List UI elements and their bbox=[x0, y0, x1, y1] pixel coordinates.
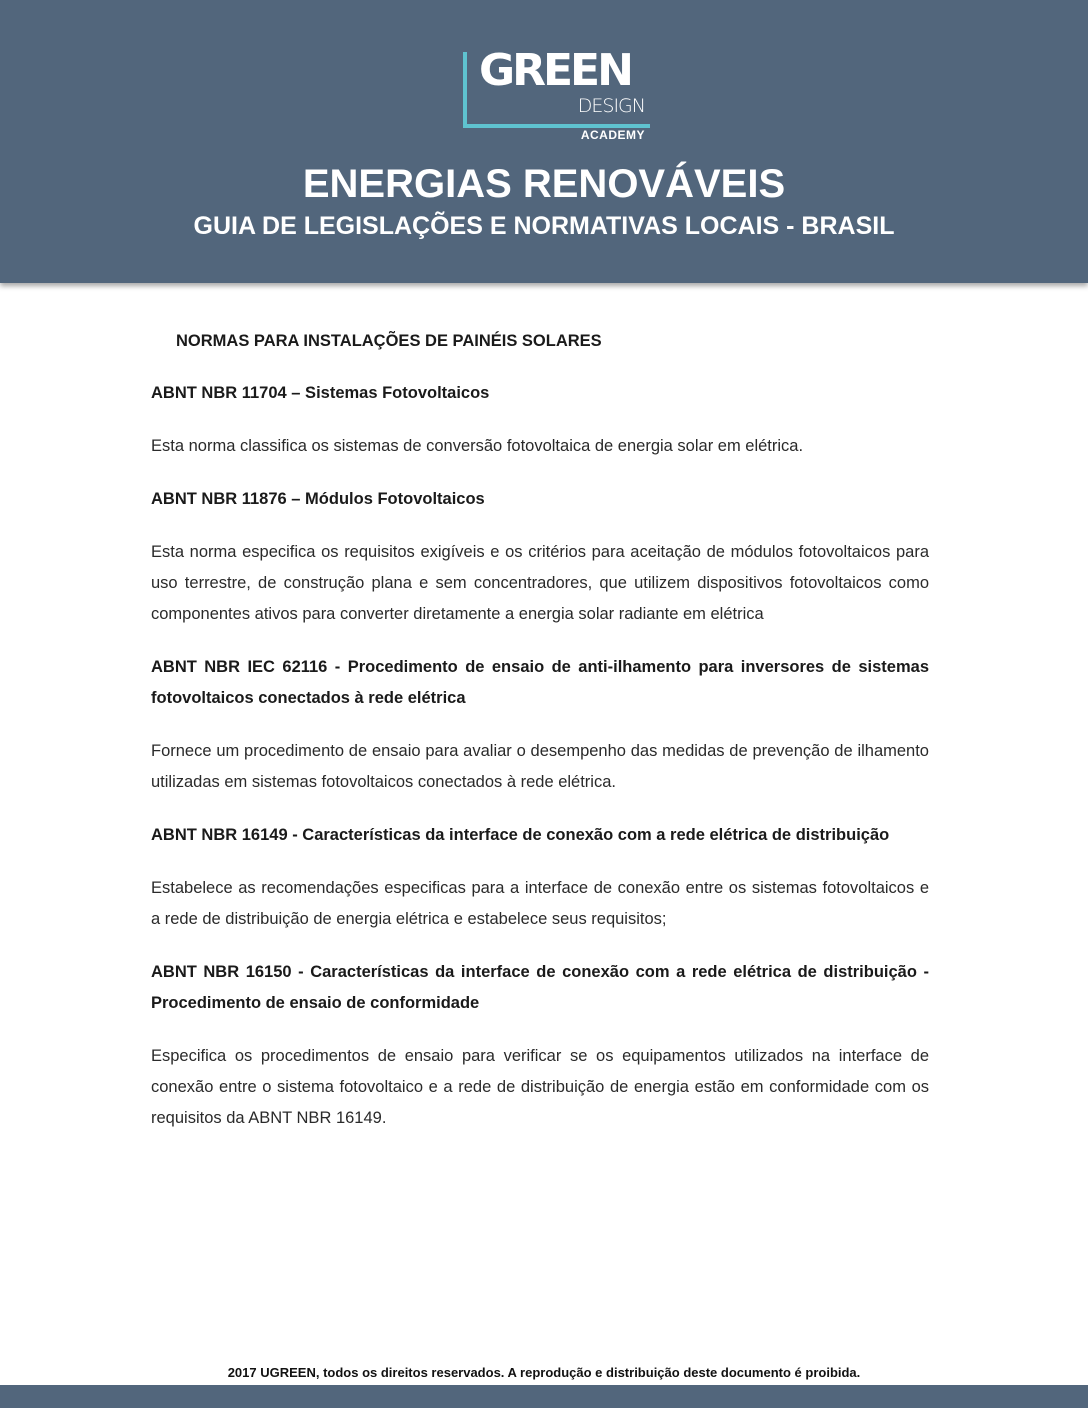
norm-description: Estabelece as recomendações especificas para a interface de conexão entre os sistemas fotovoltaicos e a rede de distribuição de energia elétrica e estabelece seus requisitos; bbox=[151, 879, 929, 928]
footer-band bbox=[0, 1385, 1088, 1408]
page-header bbox=[0, 0, 1088, 283]
section-title: NORMAS PARA INSTALAÇÕES DE PAINÉIS SOLARES bbox=[176, 332, 602, 350]
norm-item bbox=[151, 652, 929, 798]
logo-word-academy: ACADEMY bbox=[580, 128, 645, 142]
norm-title: ABNT NBR 11876 – Módulos Fotovoltaicos bbox=[151, 490, 485, 508]
norm-item bbox=[151, 484, 929, 630]
logo-accent-bar-vertical bbox=[463, 52, 467, 128]
logo-word-design: DESIGN bbox=[577, 95, 645, 117]
norm-title: ABNT NBR 16149 - Características da interface de conexão com a rede elétrica de distribuição bbox=[151, 826, 890, 844]
logo-word-green: GREEN bbox=[479, 45, 631, 96]
norm-item bbox=[151, 820, 929, 935]
norm-title: ABNT NBR 16150 - Características da interface de conexão com a rede elétrica de distribuição - Procedimento de ensaio de conformidade bbox=[151, 963, 929, 1012]
norm-item bbox=[151, 378, 929, 462]
norm-description: Esta norma classifica os sistemas de conversão fotovoltaica de energia solar em elétrica. bbox=[151, 437, 804, 455]
norm-title: ABNT NBR IEC 62116 - Procedimento de ensaio de anti-ilhamento para inversores de sistemas fotovoltaicos conectados à rede elétrica bbox=[151, 658, 929, 707]
document-subtitle: GUIA DE LEGISLAÇÕES E NORMATIVAS LOCAIS - BRASIL bbox=[193, 212, 895, 240]
norm-description: Especifica os procedimentos de ensaio para verificar se os equipamentos utilizados na interface de conexão entre o sistema fotovoltaico e a rede de distribuição de energia estão em conformidade com os requisitos da ABNT NBR 16149. bbox=[151, 1047, 929, 1127]
norm-title: ABNT NBR 11704 – Sistemas Fotovoltaicos bbox=[151, 384, 490, 402]
norm-description: Fornece um procedimento de ensaio para avaliar o desempenho das medidas de prevenção de ilhamento utilizadas em sistemas fotovoltaicos conectados à rede elétrica. bbox=[151, 742, 929, 791]
norm-item bbox=[151, 957, 929, 1134]
copyright-notice: 2017 UGREEN, todos os direitos reservados. A reprodução e distribuição deste documento é proibida. bbox=[227, 1365, 861, 1380]
green-design-academy-logo bbox=[463, 45, 653, 142]
document-title: ENERGIAS RENOVÁVEIS bbox=[302, 162, 786, 206]
norm-description: Esta norma especifica os requisitos exigíveis e os critérios para aceitação de módulos fotovoltaicos para uso terrestre, de construção plana e sem concentradores, que utilizem dispositivos fotovoltaicos como componentes ativos para converter diretamente a energia solar radiante em elétrica bbox=[151, 543, 929, 623]
document-body bbox=[151, 327, 929, 1156]
